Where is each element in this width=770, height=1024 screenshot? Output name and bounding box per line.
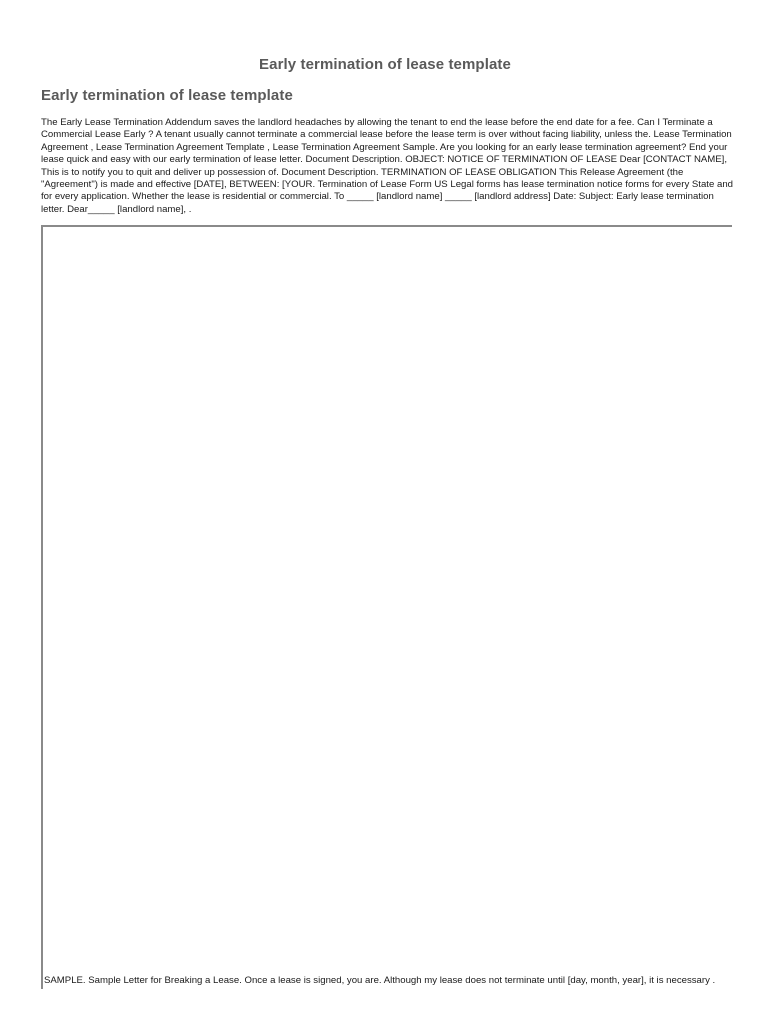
page-title: Early termination of lease template bbox=[259, 56, 511, 73]
footer-text: SAMPLE. Sample Letter for Breaking a Lease. Once a lease is signed, you are. Although my lease does not terminate until [day, month, year], it is necessary . bbox=[44, 975, 716, 986]
body-paragraph: The Early Lease Termination Addendum saves the landlord headaches by allowing the tenant to end the lease before the end date for a fee. Can I Terminate a Commercial Lease Early ? A tenant usually cannot terminate a commercial lease before the lease term is over without facing liability, unless the. Lease Termination Agreement , Lease Termination Agreement Template , Lease Termination Agreement Sample. Are you looking for an early lease termination agreement? End your lease quick and easy with our early termination of lease letter. Document Description. OBJECT: NOTICE OF TERMINATION OF LEASE Dear [CONTACT NAME], This is to notify you to quit and deliver up possession of. Document Description. TERMINATION OF LEASE OBLIGATION This Release Agreement (the "Agreement") is made and effective [DATE], BETWEEN: [YOUR. Termination of Lease Form US Legal forms has lease termination notice forms for every State and for every application. Whether the lease is residential or commercial. To _____ [landlord name] _____ [landlord address] Date: Subject: Early lease termination letter. Dear_____ [landlord name], . bbox=[41, 117, 733, 215]
embedded-document-frame bbox=[41, 225, 732, 989]
section-heading: Early termination of lease template bbox=[41, 87, 293, 104]
